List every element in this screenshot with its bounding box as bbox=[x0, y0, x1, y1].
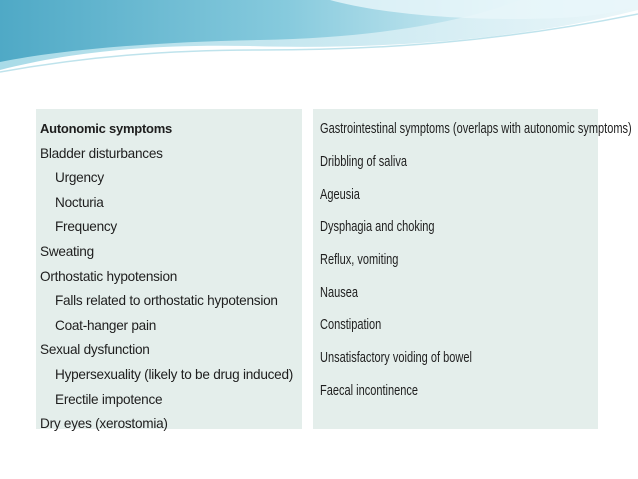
list-item: Coat-hanger pain bbox=[55, 317, 157, 333]
decorative-wave-banner bbox=[0, 0, 638, 80]
list-item: Unsatisfactory voiding of bowel bbox=[320, 350, 472, 367]
list-item: Hypersexuality (likely to be drug induced) bbox=[55, 366, 294, 382]
list-item: Constipation bbox=[320, 317, 382, 334]
autonomic-heading: Autonomic symptoms bbox=[40, 121, 173, 136]
list-item: Sweating bbox=[40, 243, 94, 259]
list-item: Dysphagia and choking bbox=[320, 219, 435, 236]
list-item: Orthostatic hypotension bbox=[40, 268, 178, 284]
list-item: Falls related to orthostatic hypotension bbox=[55, 293, 278, 309]
list-item: Sexual dysfunction bbox=[40, 342, 150, 358]
gastrointestinal-heading: Gastrointestinal symptoms (overlaps with autonomic symptoms) bbox=[320, 121, 632, 137]
list-item: Reflux, vomiting bbox=[320, 252, 399, 269]
list-item: Ageusia bbox=[320, 186, 360, 203]
list-item: Nocturia bbox=[55, 194, 104, 210]
list-item: Frequency bbox=[55, 219, 117, 235]
list-item: Dry eyes (xerostomia) bbox=[40, 416, 168, 432]
autonomic-symptoms-table bbox=[36, 109, 302, 432]
list-item: Bladder disturbances bbox=[40, 145, 163, 161]
list-item: Dribbling of saliva bbox=[320, 154, 407, 170]
list-item: Urgency bbox=[55, 170, 104, 186]
list-item: Nausea bbox=[320, 284, 358, 301]
list-item: Faecal incontinence bbox=[320, 382, 419, 399]
list-item: Erectile impotence bbox=[55, 391, 163, 407]
gastrointestinal-symptoms-table bbox=[313, 109, 632, 429]
